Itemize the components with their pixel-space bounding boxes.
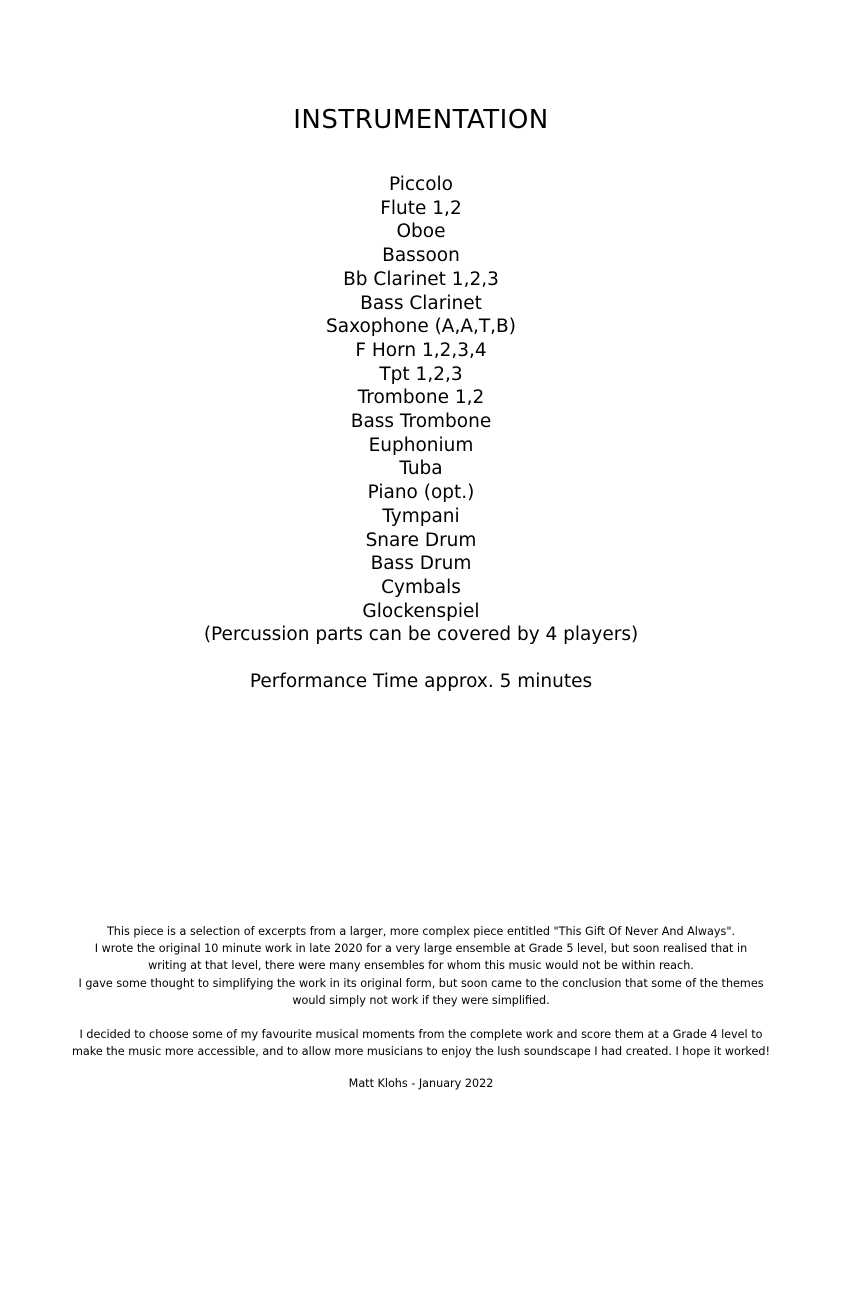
note-line: would simply not work if they were simplified. — [292, 993, 550, 1007]
list-item: Tpt 1,2,3 — [379, 363, 463, 385]
list-item: Bass Trombone — [350, 411, 492, 433]
note-line: I wrote the original 10 minute work in late 2020 for a very large ensemble at Grade 5 level, but soon realised that in — [94, 942, 748, 956]
list-item: Cymbals — [381, 576, 461, 598]
composer-signature: Matt Klohs - January 2022 — [348, 1077, 494, 1091]
list-item: Bassoon — [382, 245, 460, 267]
list-item: Glockenspiel — [362, 600, 480, 622]
list-item: Bass Clarinet — [360, 292, 482, 314]
list-item: (Percussion parts can be covered by 4 players) — [203, 624, 639, 646]
list-item: Trombone 1,2 — [357, 387, 485, 409]
list-item: Euphonium — [368, 434, 474, 456]
note-line: I decided to choose some of my favourite musical moments from the complete work and score them at a Grade 4 level to — [79, 1028, 763, 1042]
list-item: Oboe — [396, 221, 446, 243]
instrumentation-list — [0, 173, 842, 647]
list-item: Saxophone (A,A,T,B) — [326, 316, 516, 338]
list-item: Piano (opt.) — [367, 482, 475, 504]
note-line: writing at that level, there were many ensembles for whom this music would not be within reach. — [148, 959, 694, 973]
score-front-matter-page — [0, 105, 842, 1296]
paragraph-spacer — [0, 1009, 842, 1026]
list-item: Bass Drum — [370, 553, 472, 575]
program-notes — [0, 923, 842, 1090]
note-line: I gave some thought to simplifying the work in its original form, but soon came to the conclusion that some of the themes — [78, 976, 764, 990]
list-item: F Horn 1,2,3,4 — [355, 339, 487, 361]
performance-time: Performance Time approx. 5 minutes — [249, 671, 593, 693]
note-line: make the music more accessible, and to allow more musicians to enjoy the lush soundscape I had created. I hope it worked! — [72, 1045, 770, 1059]
note-line: This piece is a selection of excerpts from a larger, more complex piece entitled "This Gift Of Never And Always". — [106, 925, 736, 938]
list-item: Bb Clarinet 1,2,3 — [343, 268, 499, 290]
page-title: INSTRUMENTATION — [293, 105, 549, 135]
list-item: Snare Drum — [365, 529, 477, 551]
list-item: Piccolo — [388, 174, 453, 195]
list-item: Tympani — [382, 505, 460, 527]
list-item: Tuba — [399, 458, 443, 480]
list-item: Flute 1,2 — [380, 197, 462, 219]
